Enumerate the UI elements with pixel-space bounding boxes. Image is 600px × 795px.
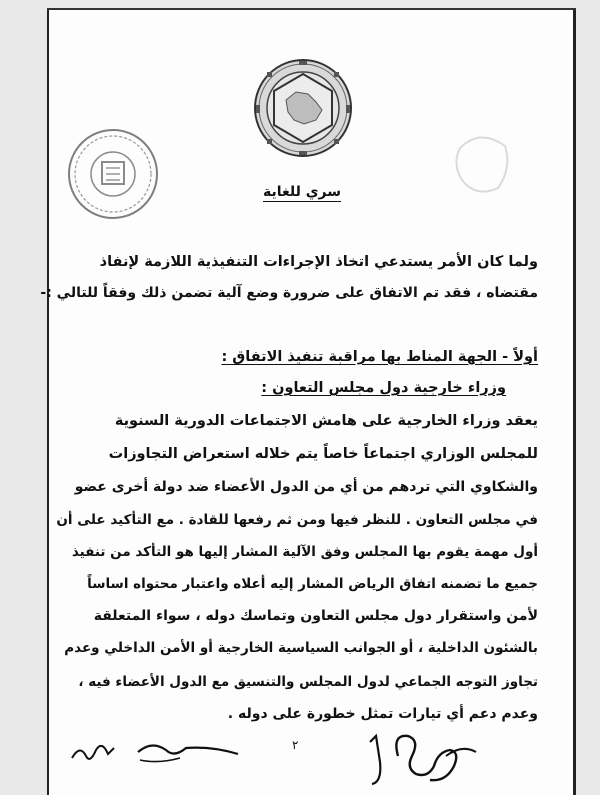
gcc-emblem [252, 58, 354, 158]
body-line: وعدم دعم أي تيارات تمثل خطورة على دوله . [227, 706, 538, 722]
official-round-stamp [66, 128, 160, 220]
body-line: للمجلس الوزاري اجتماعاً خاصاً يتم خلاله استعراض التجاوزات [108, 446, 538, 462]
body-line: جميع ما تضمنه اتفاق الرياض المشار إليه أعلاه واعتبار محتواه اساساً [87, 576, 538, 592]
faint-stamp [450, 128, 514, 198]
signature-left [62, 730, 252, 775]
body-line: أول مهمة يقوم بها المجلس وفق الآلية المشار إليها هو التأكد من تنفيذ [71, 544, 538, 560]
section-heading: أولاً - الجهة المناط بها مراقبة تنفيذ الاتفاق : [221, 349, 538, 365]
body-line: تجاوز التوجه الجماعي لدول المجلس والتنسيق مع الدول الأعضاء فيه ، [78, 674, 538, 690]
body-line: لأمن واستقرار دول مجلس التعاون وتماسك دوله ، سواء المتعلقة [93, 608, 538, 624]
page-number: ٢ [292, 738, 299, 752]
page-top-edge [47, 8, 576, 10]
signature-right [350, 722, 500, 792]
body-line: يعقد وزراء الخارجية على هامش الاجتماعات الدورية السنوية [114, 413, 538, 429]
body-line: بالشئون الداخلية ، أو الجوانب السياسية الخارجية أو الأمن الداخلي وعدم [64, 640, 538, 656]
body-line: في مجلس التعاون . للنظر فيها ومن ثم رفعها للقادة . مع التأكيد على أن [56, 512, 538, 528]
classification-label: سري للغاية [262, 184, 342, 200]
section-subheading: وزراء خارجية دول مجلس التعاون : [261, 380, 506, 396]
intro-line: مقتضاه ، فقد تم الاتفاق على ضرورة وضع آلية تضمن ذلك وفقاً للتالي :- [40, 285, 538, 301]
body-line: والشكاوي التي تردهم من أي من الدول الأعضاء ضد دولة أخرى عضو [74, 479, 538, 495]
intro-line: ولما كان الأمر يستدعي اتخاذ الإجراءات التنفيذية اللازمة لإنفاذ [99, 254, 538, 270]
